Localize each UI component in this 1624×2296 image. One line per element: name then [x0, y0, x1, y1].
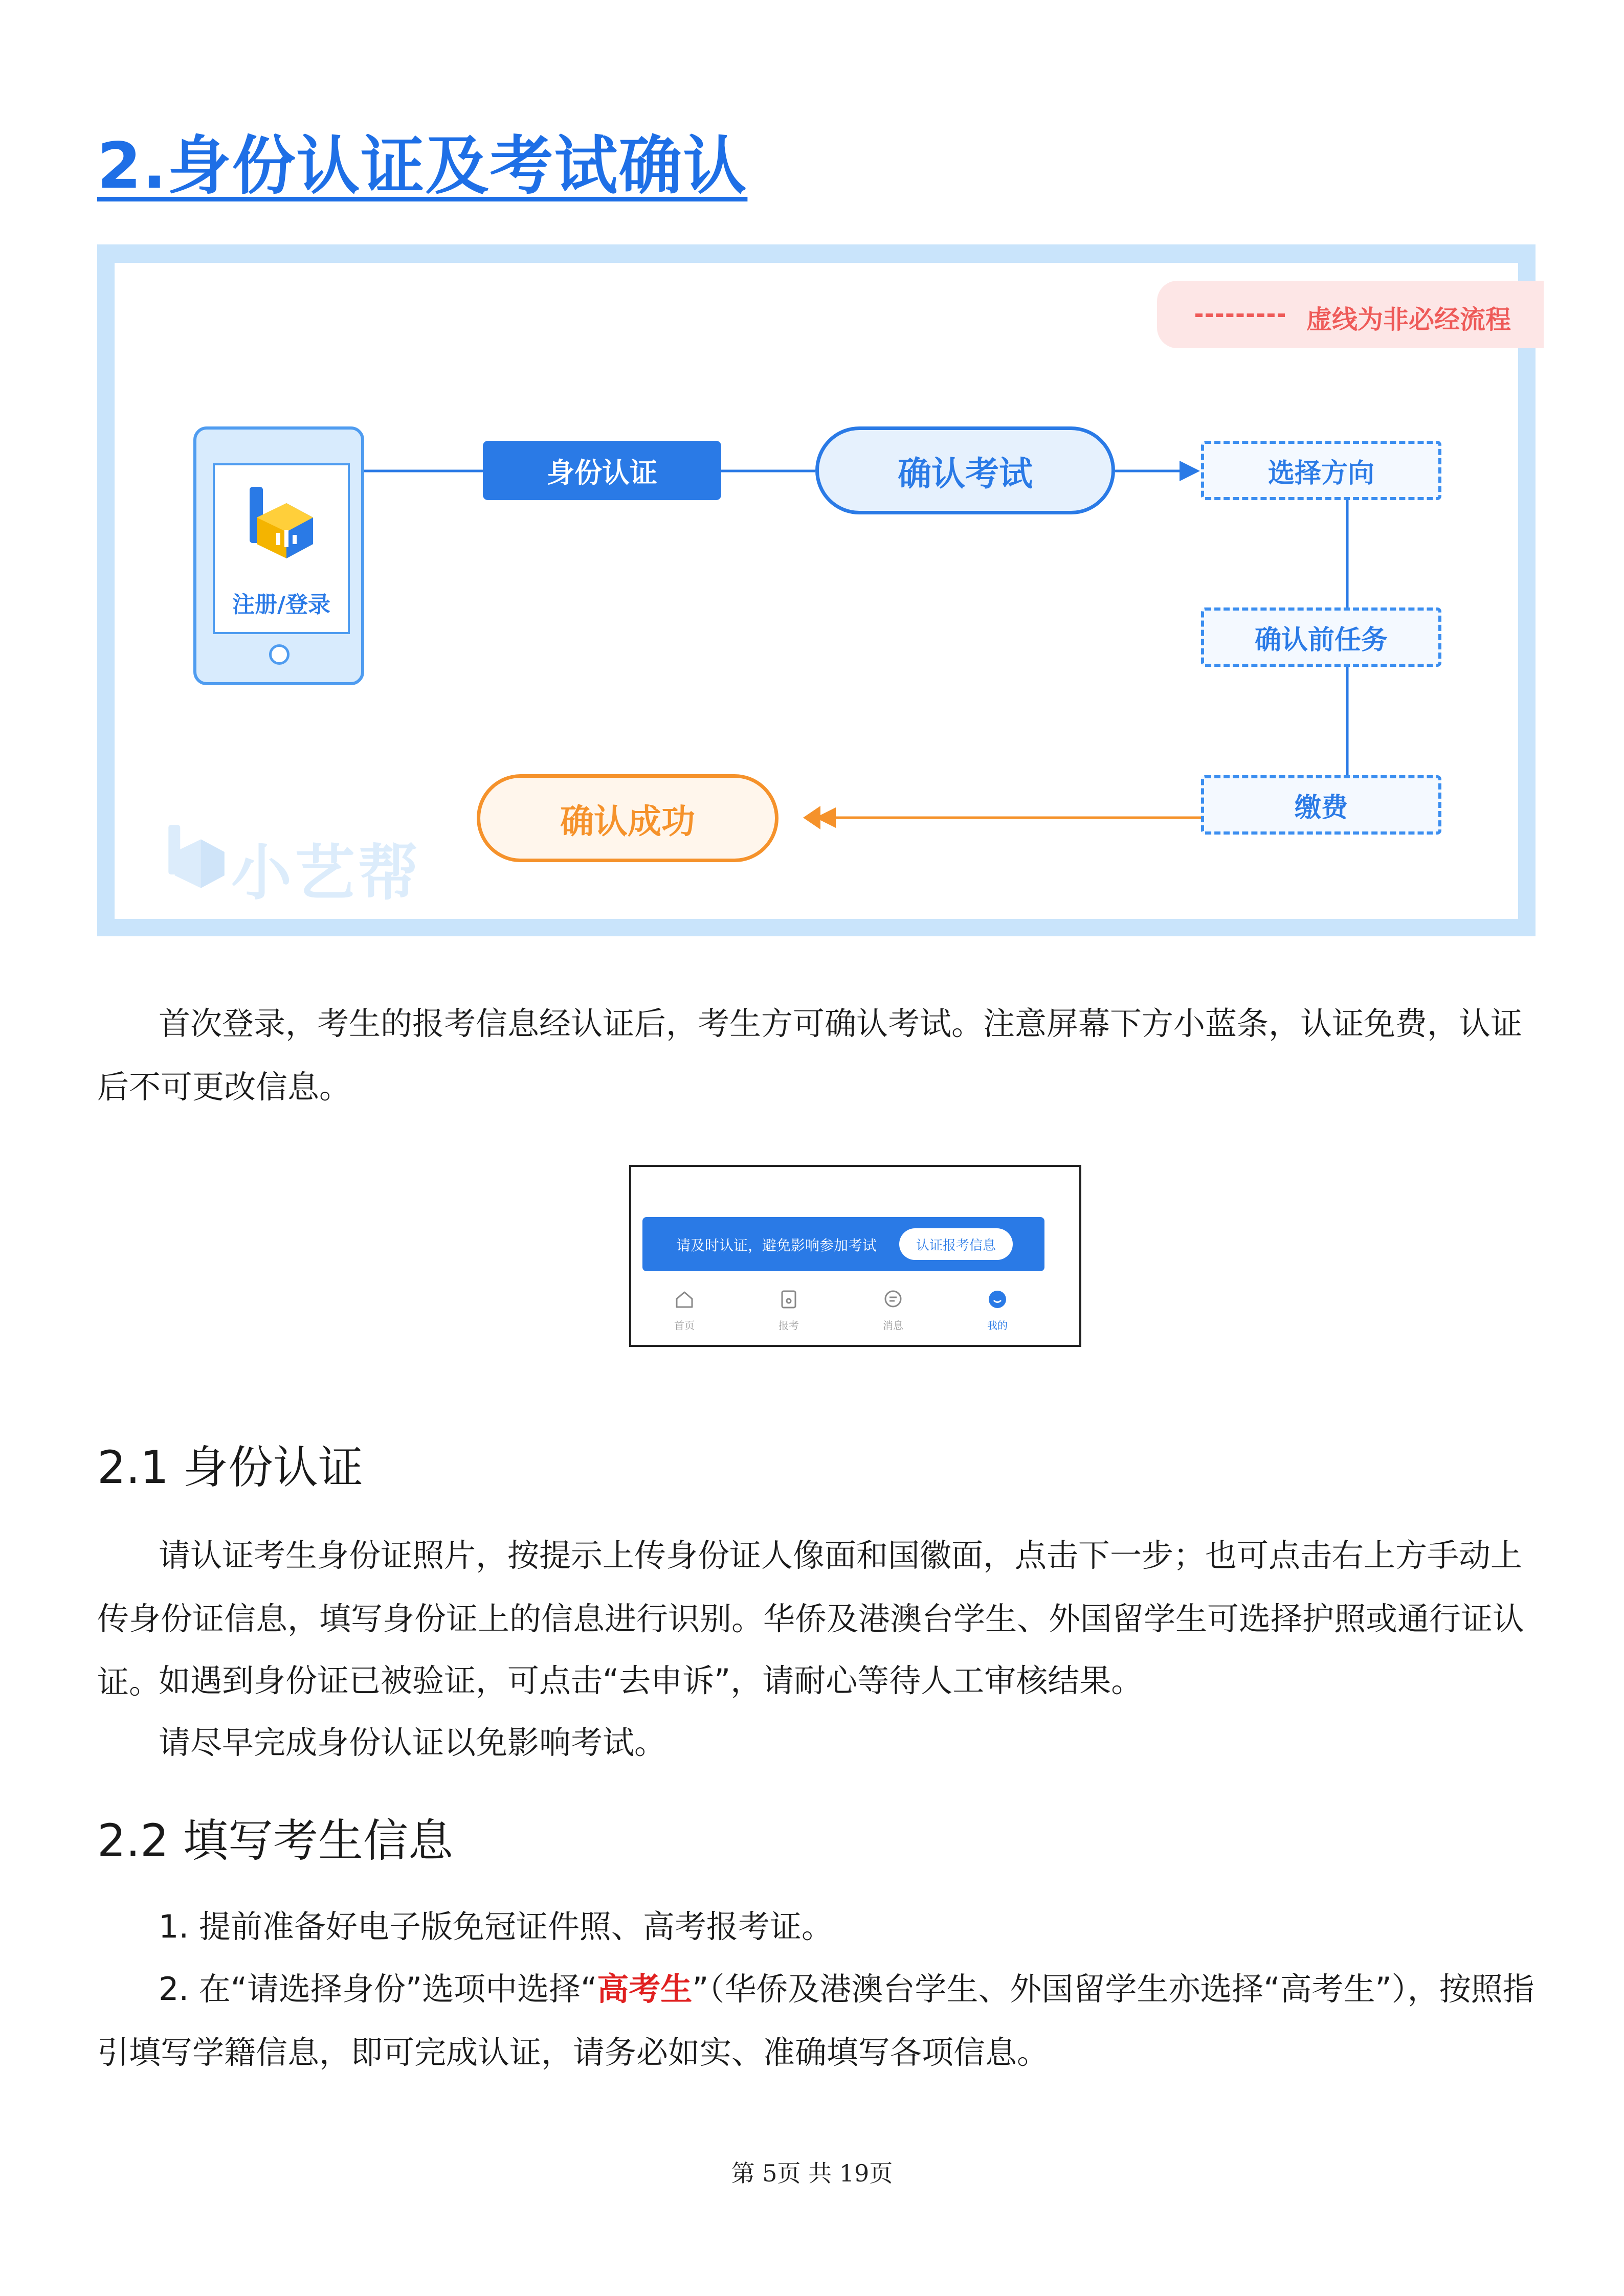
apply-icon: [777, 1288, 800, 1311]
step-identity-verification: 身份认证: [483, 441, 721, 500]
section-2-2-item-1: 1. 提前准备好电子版免冠证件照、高考报考证。: [159, 1908, 833, 1945]
step-choose-direction: 选择方向: [1201, 441, 1441, 500]
tab-message[interactable]: [867, 1288, 919, 1332]
tab-home[interactable]: [659, 1288, 710, 1332]
section-2-1-paragraph-2: 如遇到身份证已被验证，可点击“去申诉”，请耐心等待人工审核结果。: [159, 1662, 1143, 1699]
tab-apply[interactable]: [763, 1288, 814, 1332]
arrow-to-success: [803, 806, 820, 829]
item-2-suffix: ”（华侨及港澳台学生、外国留学生亦选择“高考生”），按照指引填写学籍信息，即可完成认证，请务必如实、准确填写各项信息。: [97, 1970, 1534, 2071]
message-icon: [881, 1288, 905, 1311]
watermark-text: 小艺帮: [231, 838, 422, 908]
step-payment: 缴费: [1201, 775, 1441, 835]
section-2-2-item-2: [97, 1957, 1536, 2084]
section-heading-2-1: 2.1 身份认证: [97, 1441, 363, 1494]
tab-label: 我的: [987, 1319, 1008, 1332]
xiaoyibang-logo-icon: [247, 484, 316, 560]
page-footer: 第 5页 共 19页: [731, 2159, 893, 2187]
tab-label: 报考: [778, 1319, 799, 1332]
phone-screen: [213, 463, 350, 634]
app-screenshot: [629, 1165, 1081, 1347]
flow-diagram-canvas: [115, 263, 1518, 919]
tab-profile[interactable]: [972, 1288, 1023, 1332]
step-confirm-exam: 确认考试: [815, 426, 1115, 514]
verify-info-button[interactable]: 认证报考信息: [899, 1228, 1013, 1260]
section-2-1-paragraph-3: 请尽早完成身份认证以免影响考试。: [159, 1724, 666, 1761]
profile-icon: [986, 1288, 1009, 1311]
flow-diagram: [97, 244, 1536, 936]
home-icon: [673, 1288, 696, 1311]
page-title: 2.身份认证及考试确认: [97, 129, 748, 203]
register-login-label: 注册/登录: [232, 592, 331, 618]
legend-label: 虚线为非必经流程: [1306, 305, 1511, 334]
item-2-highlight: 高考生: [597, 1970, 693, 2008]
section-heading-2-2: 2.2 填写考生信息: [97, 1814, 453, 1867]
tab-label: 消息: [883, 1319, 903, 1332]
phone-illustration: [193, 426, 364, 685]
watermark-logo-icon: [166, 820, 227, 892]
step-confirm-success: 确认成功: [477, 774, 778, 862]
section-2-1-paragraph-1: 请认证考生身份证照片，按提示上传身份证人像面和国徽面，点击下一步；也可点击右上方手动上传身份证信息，填写身份证上的信息进行识别。华侨及港澳台学生、外国留学生可选择护照或通行证认证。: [97, 1537, 1525, 1701]
step-pre-confirm-tasks: 确认前任务: [1201, 607, 1441, 667]
phone-home-button: [269, 644, 290, 665]
banner-text: 请及时认证，避免影响参加考试: [676, 1237, 877, 1254]
tab-label: 首页: [674, 1319, 695, 1332]
item-2-prefix: 2. 在“请选择身份”选项中选择“: [159, 1970, 597, 2008]
intro-paragraph: 首次登录，考生的报考信息经认证后，考生方可确认考试。注意屏幕下方小蓝条，认证免费，认证后不可更改信息。: [97, 1005, 1523, 1106]
verify-reminder-banner: [642, 1217, 1044, 1271]
